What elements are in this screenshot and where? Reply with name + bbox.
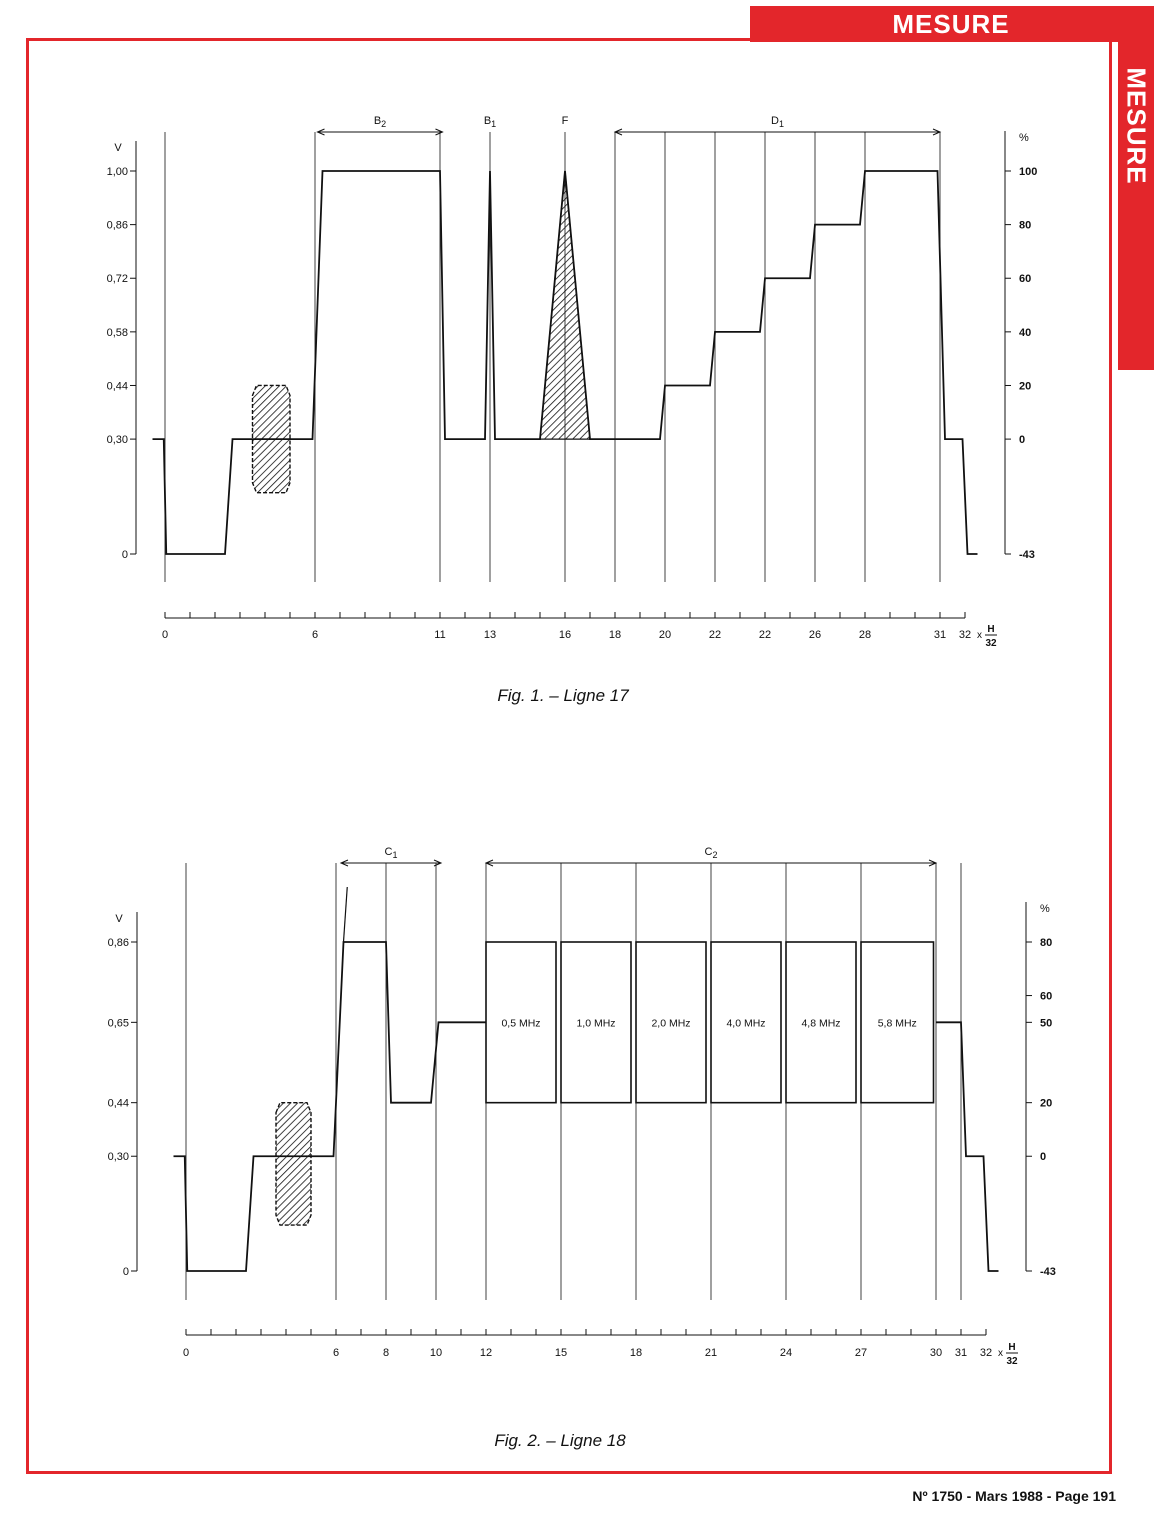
fig1-x-unit-den: 32 [985, 638, 997, 649]
fig1-x-tick-label: 22 [758, 629, 772, 641]
fig2-x-tick-label: 15 [554, 1347, 568, 1359]
fig2-x-tick-label: 12 [479, 1347, 493, 1359]
figure-1-caption: Fig. 1. – Ligne 17 [497, 686, 629, 705]
fig1-bracket-label: $B_1$ [483, 115, 497, 129]
fig1-right-tick-label: 0 [1019, 434, 1026, 447]
fig2-x-unit-num: H [1008, 1342, 1016, 1353]
fig1-right-tick-label: 80 [1019, 219, 1032, 232]
fig2-x-tick-label: 30 [929, 1347, 943, 1359]
fig2-frequency-packet-label: 5,8 MHz [877, 1017, 917, 1030]
fig2-left-tick-label: 0,44 [107, 1097, 129, 1110]
fig1-right-axis-unit: % [1019, 132, 1029, 144]
fig2-x-tick-label: 31 [954, 1347, 968, 1359]
fig1-left-tick-label: 0,44 [106, 380, 128, 393]
fig2-chroma-burst [276, 1103, 311, 1225]
fig2-frequency-packet-label: 4,8 MHz [801, 1017, 841, 1030]
fig1-bracket-label-sub: 1 [778, 119, 784, 129]
fig1-bracket-label: F [561, 115, 569, 127]
fig2-bracket-label: $C_2$ [704, 846, 718, 860]
figure-2-caption: Fig. 2. – Ligne 18 [494, 1431, 626, 1450]
fig1-bracket-label: $B_2$ [373, 115, 387, 129]
fig1-x-tick-label: 31 [933, 629, 947, 641]
fig2-x-tick-label: 0 [182, 1347, 190, 1359]
fig2-right-tick-label: 50 [1040, 1017, 1053, 1030]
fig1-left-tick-label: 0,58 [106, 326, 128, 339]
fig2-x-tick-label: 24 [779, 1347, 793, 1359]
fig2-frequency-packet-label: 0,5 MHz [501, 1017, 541, 1030]
fig2-left-axis-unit: V [115, 913, 123, 925]
fig1-x-tick-label: 0 [161, 629, 169, 641]
fig1-left-tick-label: 0,86 [106, 219, 128, 232]
fig1-x-tick-label: 18 [608, 629, 622, 641]
fig2-x-tick-label: 8 [382, 1347, 390, 1359]
fig1-x-tick-label: 16 [558, 629, 572, 641]
side-tab-label: MESURE [1121, 67, 1152, 185]
fig2-frequency-packet-label: 2,0 MHz [651, 1017, 691, 1030]
fig2-left-tick-label: 0,30 [107, 1151, 129, 1164]
fig2-bracket-label: $C_1$ [384, 846, 398, 860]
fig2-frequency-packet-label: 4,0 MHz [726, 1017, 766, 1030]
fig2-bracket-label-sub: 2 [712, 850, 718, 860]
fig1-right-tick-label: 100 [1019, 166, 1038, 178]
fig2-x-tick-label: 32 [979, 1347, 993, 1359]
fig2-left-tick-label: 0,86 [107, 937, 129, 949]
section-tab: MESURE [750, 6, 1152, 42]
fig2-waveform [174, 942, 487, 1271]
fig1-left-tick-label: 0,72 [106, 273, 128, 286]
fig1-bracket-label: $D_1$ [771, 115, 784, 129]
fig2-right-tick-label: 80 [1040, 937, 1053, 949]
fig2-x-tick-label: 27 [854, 1347, 868, 1359]
fig1-right-tick-label: 20 [1019, 380, 1032, 393]
fig1-x-tick-label: 20 [658, 629, 672, 641]
fig1-right-tick-label: -43 [1019, 549, 1035, 561]
fig1-left-axis-unit: V [114, 142, 122, 154]
fig2-bracket-label-sub: 1 [392, 850, 398, 860]
fig1-x-tick-label: 28 [858, 629, 872, 641]
fig1-x-tick-label: 6 [311, 629, 319, 641]
fig2-right-tick-label: 20 [1040, 1097, 1053, 1110]
fig1-right-tick-label: 40 [1019, 326, 1032, 339]
fig1-x-tick-label: 26 [808, 629, 822, 641]
fig1-x-unit-num: H [987, 624, 995, 635]
fig2-right-tick-label: -43 [1040, 1266, 1056, 1278]
fig2-left-tick-label: 0,65 [107, 1017, 129, 1030]
fig2-right-tick-label: 0 [1040, 1151, 1047, 1164]
fig2-x-unit-den: 32 [1006, 1356, 1018, 1367]
fig1-bracket-label-sub: 1 [491, 119, 497, 129]
fig1-left-tick-label: 1,00 [106, 166, 128, 178]
fig2-right-axis-unit: % [1040, 903, 1050, 915]
fig2-x-tick-label: 10 [429, 1347, 443, 1359]
fig1-right-tick-label: 60 [1019, 273, 1032, 286]
fig2-frequency-packet-label: 1,0 MHz [576, 1017, 616, 1030]
fig2-x-unit-prefix: x [998, 1348, 1003, 1359]
fig2-right-tick-label: 60 [1040, 990, 1053, 1003]
fig1-x-tick-label: 22 [708, 629, 722, 641]
fig1-left-tick-label: 0,30 [106, 434, 128, 447]
fig1-left-tick-label: 0 [121, 549, 128, 561]
fig2-x-tick-label: 18 [629, 1347, 643, 1359]
fig2-left-tick-label: 0 [122, 1266, 129, 1278]
fig2-overshoot-spike [344, 887, 348, 942]
fig2-x-tick-label: 6 [332, 1347, 340, 1359]
fig1-x-unit-prefix: x [977, 630, 982, 641]
fig1-x-tick-label: 13 [483, 629, 497, 641]
fig1-x-tick-label: 11 [434, 629, 446, 641]
fig2-waveform-end [936, 1022, 999, 1271]
page-footer: Nº 1750 - Mars 1988 - Page 191 [912, 1488, 1116, 1504]
fig1-bracket-label-sub: 2 [381, 119, 387, 129]
fig2-x-tick-label: 21 [704, 1347, 718, 1359]
fig1-x-tick-label: 32 [958, 629, 972, 641]
